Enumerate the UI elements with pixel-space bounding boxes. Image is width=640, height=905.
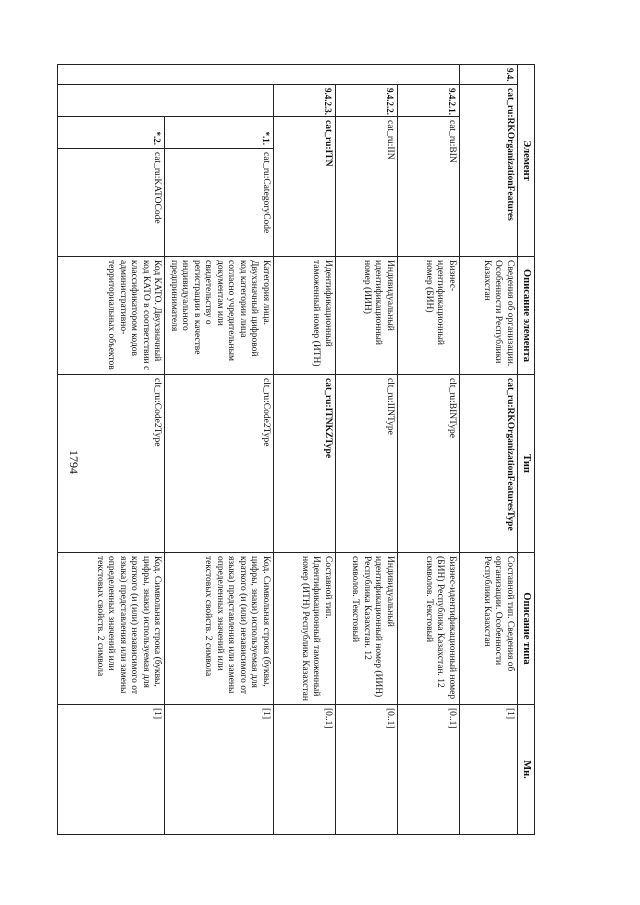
element-type: cat_ru:RKOrganizationFeaturesType	[460, 375, 518, 553]
element-type: clt_ru:BINType	[398, 375, 460, 553]
header-type: Тип	[518, 375, 535, 553]
element-description: Идентификационный таможенный номер (ИТН)	[274, 257, 336, 375]
element-description: Индивидуальный идентификационный номер (ИИН)	[336, 257, 398, 375]
type-description: Код. Символьная строка (буквы, цифры, знаки) используемая для краткого (и (или) независимого от языка) представления или замены определенных значений или текстовых свойств. 2 символа	[165, 553, 274, 705]
multiplicity: [1]	[460, 705, 518, 835]
row-number: *.2.	[58, 117, 165, 149]
table-row	[274, 65, 336, 835]
element-type: cat_ru:ITNKZType	[274, 375, 336, 553]
type-description: Составной тип. Идентификационный таможенный номер (ИТН) Республика Казахстан	[274, 553, 336, 705]
element-description: Код КАТО. Двухзначный код КАТО в соответствии с классификатором кодов административно-территориальных объектов	[58, 257, 165, 375]
indent-cell	[274, 65, 336, 85]
page-number: 1794	[67, 450, 81, 474]
table-row	[165, 65, 274, 835]
indent-cell	[398, 65, 460, 85]
table-row	[336, 65, 398, 835]
header-row	[518, 65, 535, 835]
element-description: Сведения об организации. Особенности Республики Казахстан	[460, 257, 518, 375]
table-row	[460, 65, 518, 835]
multiplicity: [1]	[165, 705, 274, 835]
multiplicity: [1]	[58, 705, 165, 835]
row-number: 9.4.2.2.	[336, 85, 398, 117]
table-row	[398, 65, 460, 835]
element-name: cat_ru:IIN	[336, 117, 398, 257]
table-row	[58, 65, 165, 835]
element-name: cat_ru:ITN	[274, 117, 336, 257]
element-type: clt_ru:Code2Type	[58, 375, 165, 553]
element-spec-table	[58, 64, 536, 835]
header-element: Элемент	[518, 65, 535, 257]
element-description: Категория лица. Двухзначный цифровой код категории лица согласно учредительным документам или свидетельству о регистрации в качестве индивидуального предпринимателя	[165, 257, 274, 375]
element-type: clt_ru:Code2Type	[165, 375, 274, 553]
element-name: cat_ru:KATOCode	[58, 149, 165, 257]
row-number: 9.4.2.3.	[274, 85, 336, 117]
type-description: Составной тип. Сведения об организации. Особенности Республики Казахстан	[460, 553, 518, 705]
indent-cell	[165, 65, 274, 85]
indent-cell	[336, 65, 398, 85]
multiplicity: [0..1]	[274, 705, 336, 835]
element-name: cat_ru:RKOrganizationFeatures	[460, 85, 518, 257]
header-type-description: Описание типа	[518, 553, 535, 705]
indent-cell	[58, 65, 165, 85]
rotated-table-wrapper	[95, 64, 535, 834]
type-description: Бизнес-идентификационный номер (БИН) Республика Казахстан. 12 символов. Текстовый	[398, 553, 460, 705]
header-description: Описание элемента	[518, 257, 535, 375]
row-number: *.1.	[165, 117, 274, 149]
row-number: 9.4.	[460, 65, 518, 85]
indent-cell	[58, 85, 165, 117]
multiplicity: [0..1]	[398, 705, 460, 835]
element-name: cat_ru:BIN	[398, 117, 460, 257]
header-multiplicity: Мн.	[518, 705, 535, 835]
indent-cell	[165, 85, 274, 117]
row-number: 9.4.2.1.	[398, 85, 460, 117]
element-type: clt_ru:IINType	[336, 375, 398, 553]
element-description: Бизнес-идентификационный номер (БИН)	[398, 257, 460, 375]
type-description: Индивидуальный идентификационный номер (ИИН) Республика Казахстан. 12 символов. Текстовый	[336, 553, 398, 705]
element-name: cat_ru:CategoryCode	[165, 149, 274, 257]
type-description: Код. Символьная строка (буквы, цифры, знаки) используемая для краткого (и (или) независимого от языка) представления или замены определенных значений или текстовых свойств. 2 символа	[58, 553, 165, 705]
multiplicity: [0..1]	[336, 705, 398, 835]
